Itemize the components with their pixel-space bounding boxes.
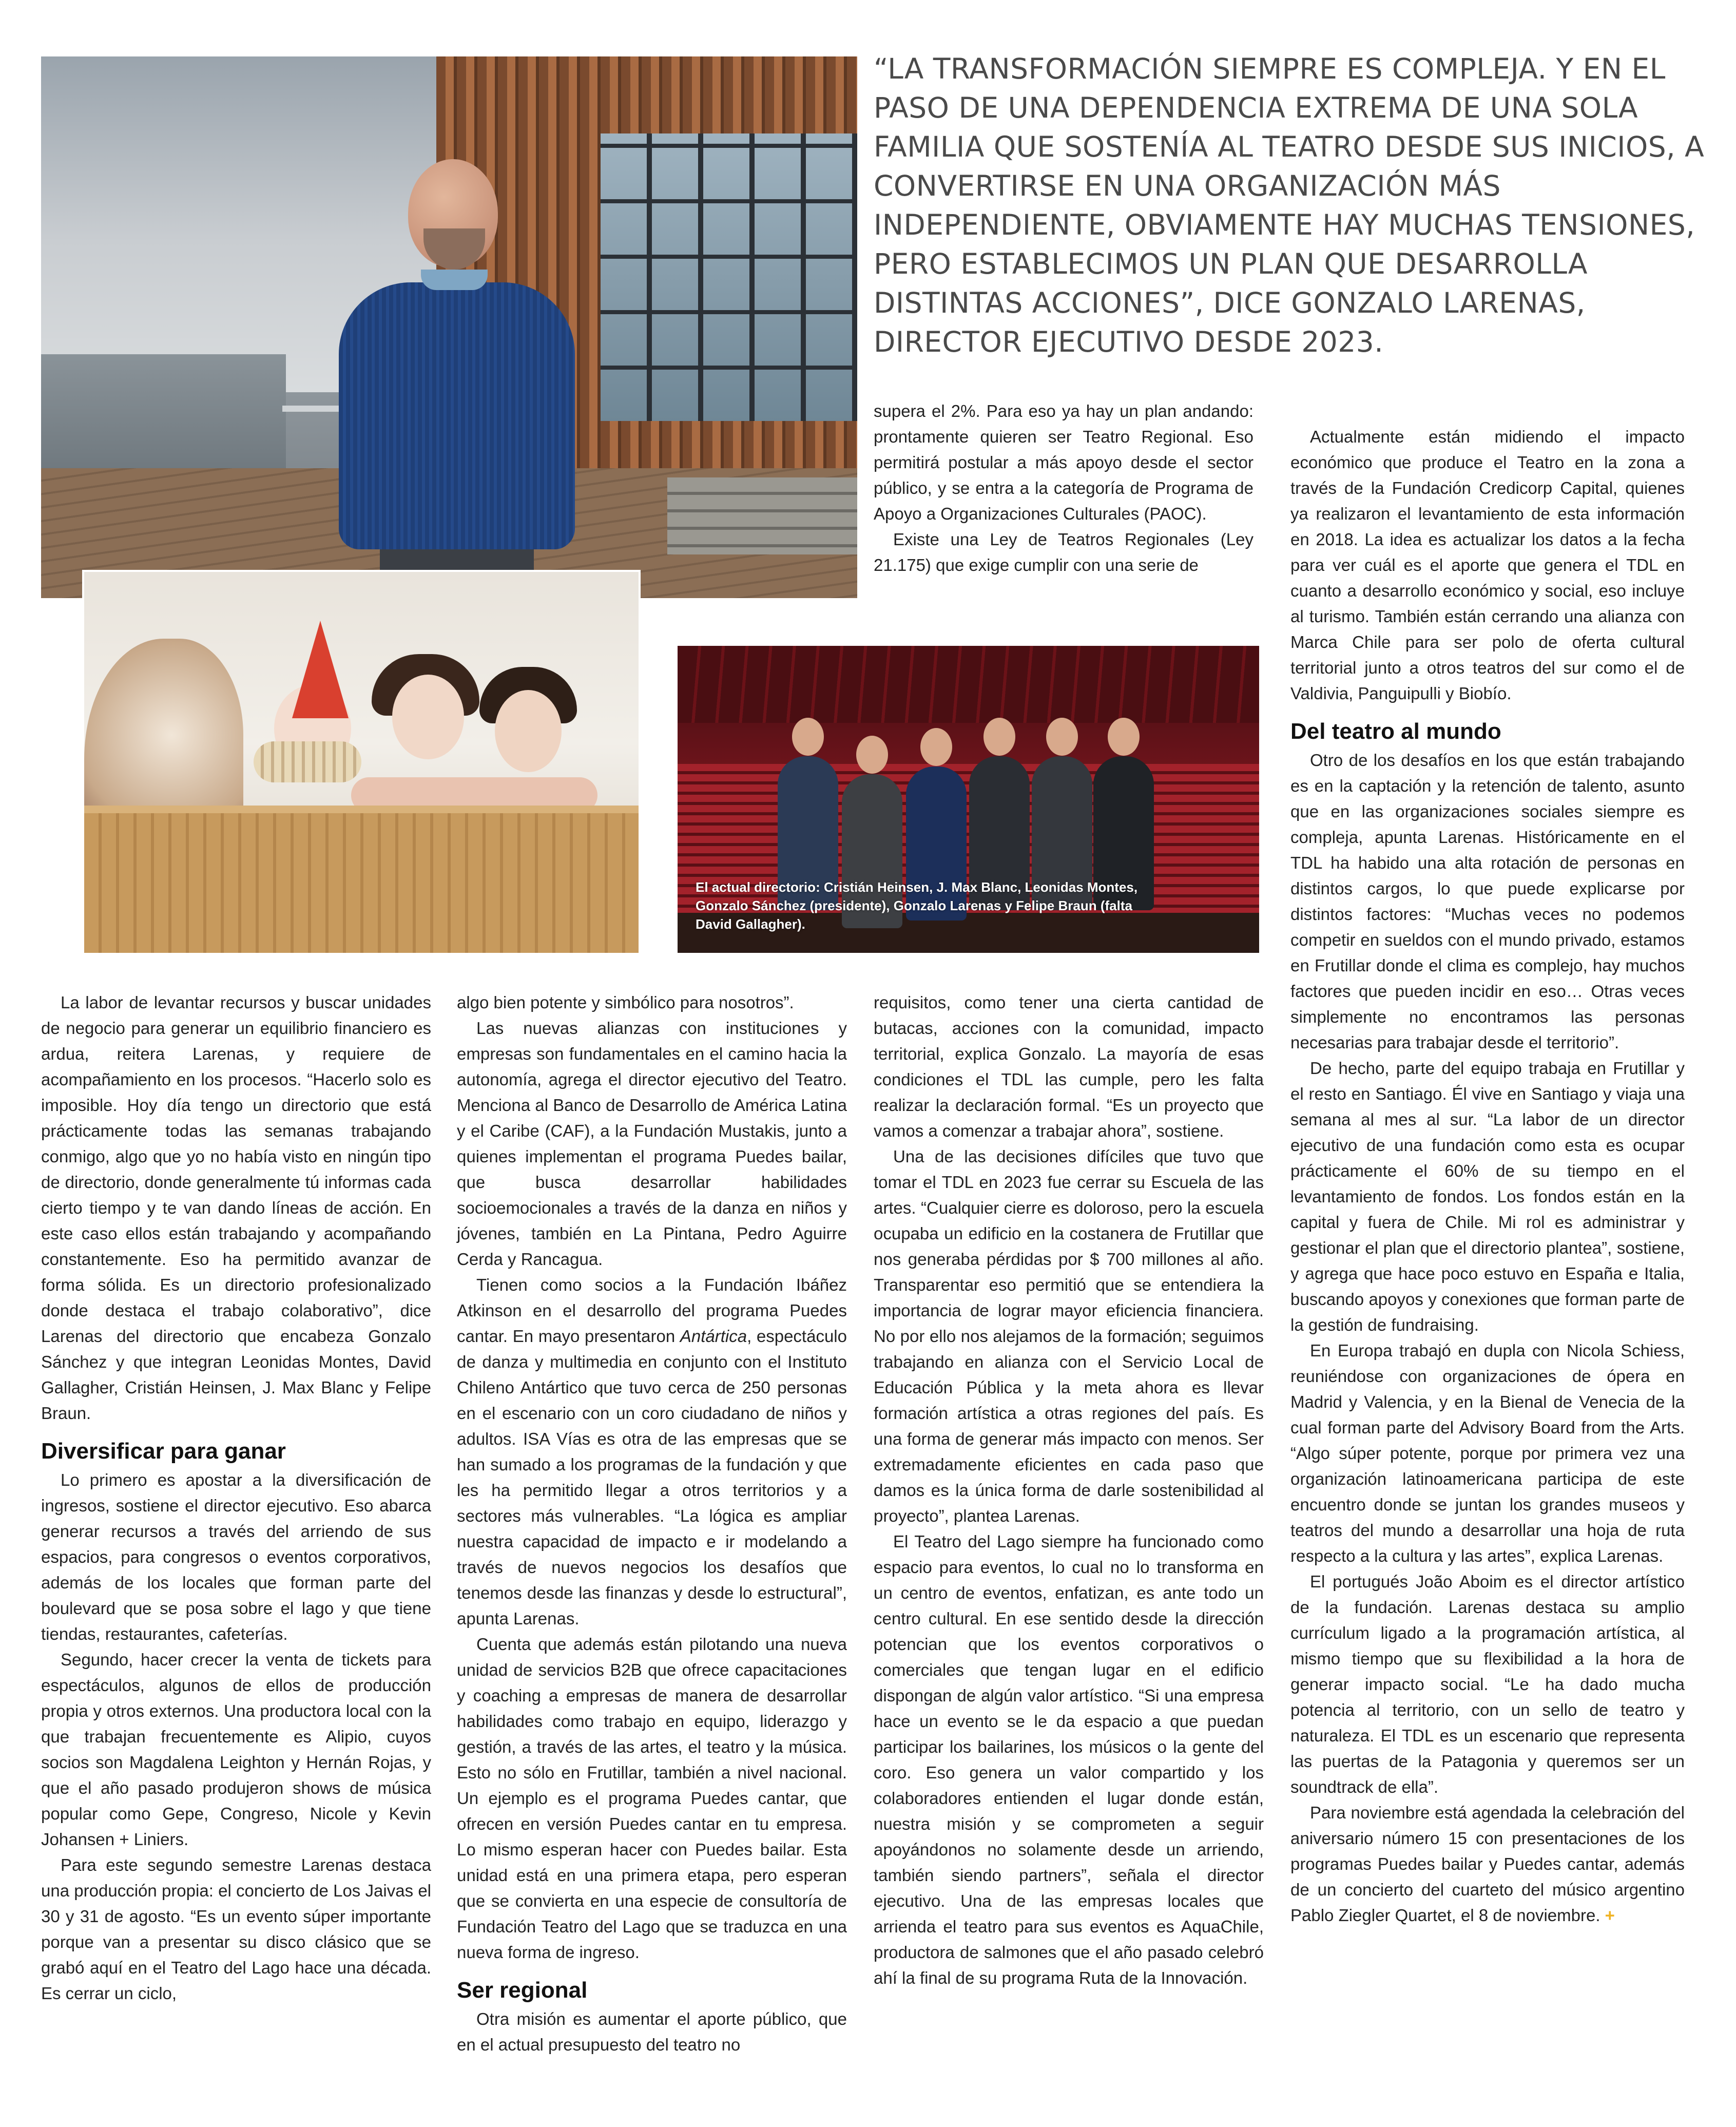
section-heading-diversificar: Diversificar para ganar bbox=[41, 1439, 286, 1464]
paragraph: El Teatro del Lago siempre ha funcionado como espacio para eventos, lo cual no lo transforma en un centro de eventos, enfatizan, es ante todo un centro cultural. En ese sentido desde la dirección potencian que los eventos corporativos o comerciales que tengan lugar en el edificio dispongan de algún valor artístico. “Si una empresa hace un evento se le da espacio a que puedan participar los bailarines, los músicos o la gente del coro. Eso genera un valor compartido y los colaboradores entienden el lugar donde están, nuestra misión y se comprometen a seguir apoyándonos no solamente desde un arriendo, también siendo partners”, señala el director ejecutivo. Una de las empresas locales que arrienda el teatro para sus eventos es AquaChile, productora de salmones que el año pasado celebró ahí la final de su programa Ruta de la Innovación. bbox=[874, 1532, 1264, 1987]
paragraph: supera el 2%. Para eso ya hay un plan andando: prontamente quieren ser Teatro Regional. Eso permitirá postular a más apoyo desde el sector público, y se entra a la categoría de Programa de Apoyo a Organizaciones Culturales (PAOC). bbox=[874, 401, 1253, 523]
pull-quote: “LA TRANSFORMACIÓN SIEMPRE ES COMPLEJA. Y EN EL PASO DE UNA DEPENDENCIA EXTREMA DE UNA SOLA FAMILIA QUE SOSTENÍA AL TEATRO DESDE SUS INICIOS, A CONVERTIRSE EN UNA ORGANIZACIÓN MÁS INDEPENDIENTE, OBVIAMENTE HAY MUCHAS TENSIONES, PERO ESTABLECIMOS UN PLAN QUE DESARROLLA DISTINTAS ACCIONES”, DICE GONZALO LARENAS, DIRECTOR EJECUTIVO DESDE 2023. bbox=[874, 52, 1705, 358]
column-1 bbox=[41, 990, 431, 2006]
paragraph: Actualmente están midiendo el impacto económico que produce el Teatro en la zona a través de la Fundación Credicorp Capital, quienes ya realizaron el levantamiento de esta información en 2018. La idea es actualizar los datos a la fecha para ver cuál es el aporte que genera el TDL en cuanto a desarrollo económico y social, eso incluye al turismo. También están cerrando una alianza con Marca Chile para ser polo de oferta cultural territorial junto a otros teatros del sur como el de Valdivia, Panguipulli y Biobío. bbox=[1290, 427, 1685, 703]
person-sweater bbox=[339, 282, 575, 549]
photo-board-member-head bbox=[792, 718, 824, 756]
photo-balcony-slats bbox=[84, 813, 639, 953]
paragraph: Lo primero es apostar a la diversificación de ingresos, sostiene el director ejecutivo. Eso abarca generar recursos a través del arriendo de sus espacios, para congresos o eventos corporativos, además de los locales que forman parte del boulevard que se posa sobre el lago y que tiene tiendas, restaurantes, cafeterías. bbox=[41, 1470, 431, 1643]
paragraph: Una de las decisiones difíciles que tuvo que tomar el TDL en 2023 fue cerrar su Escuela de las artes. “Cualquier cierre es doloroso, pero la escuela ocupaba un edificio en la costanera de Frutillar que nos generaba pérdidas por $ 700 millones al año. Transparentar eso permitió que se entendiera la importancia de lograr mayor eficiencia financiera. No por ello nos alejamos de la formación; seguimos trabajando en alianza con el Servicio Local de Educación Pública y la meta ahora es llevar formación artística a otras regiones del país. Es una forma de generar más impacto con menos. Ser extremadamente eficientes en cada paso que damos es la única forma de darle sostenibilidad al proyecto”, plantea Larenas. bbox=[874, 1147, 1264, 1525]
paragraph: Las nuevas alianzas con instituciones y empresas son fundamentales en el camino hacia la autonomía, agrega el director ejecutivo del Teatro. Menciona al Banco de Desarrollo de América Latina y el Caribe (CAF), a la Fundación Mustakis, junto a quienes implementan el programa Puedes bailar, que busca desarrollar habilidades socioemocionales a través de la danza en niños y jóvenes, también en La Pintana, Pedro Aguirre Cerda y Rancagua. bbox=[457, 1019, 847, 1269]
photo-board-member-head bbox=[983, 718, 1015, 756]
photo-dancer-face bbox=[392, 675, 464, 759]
photo-glass-facade bbox=[601, 133, 857, 421]
photo-stairs bbox=[667, 477, 857, 554]
photo-gonzalo-larenas bbox=[41, 56, 857, 598]
paragraph: Existe una Ley de Teatros Regionales (Ley 21.175) que exige cumplir con una serie de bbox=[874, 530, 1253, 574]
paragraph: En Europa trabajó en dupla con Nicola Schiess, reuniéndose con organizaciones de ópera en Madrid y Valencia, y en la Bienal de Venecia de la cual forman parte del Advisory Board from the Arts. “Algo súper potente, porque por primera vez una organización latinoamericana participa de este encuentro donde se juntan los grandes museos y teatros del mundo a desarrollar una hoja de ruta respecto a la cultura y las artes”, explica Larenas. bbox=[1290, 1341, 1685, 1565]
photo-hall-ceiling bbox=[678, 646, 1259, 723]
photo-ruff-collar bbox=[254, 741, 361, 782]
photo-board-member-head bbox=[1108, 718, 1140, 756]
photo-person bbox=[318, 98, 606, 598]
photo-board-member-head bbox=[856, 736, 888, 774]
paragraph: requisitos, como tener una cierta cantidad de butacas, acciones con la comunidad, impacto territorial, explica Gonzalo. La mayoría de esas condiciones el TDL las cumple, pero les falta realizar la declaración formal. “Es un proyecto que vamos a comenzar a trabajar ahora”, sostiene. bbox=[874, 993, 1264, 1140]
paragraph: Cuenta que además están pilotando una nueva unidad de servicios B2B que ofrece capacitaciones y coaching a empresas de manera de desarrollar habilidades como trabajo en equipo, liderazgo y gestión, a través de las artes, el teatro y la música. Esto no sólo en Frutillar, también a nivel nacional. Un ejemplo es el programa Puedes cantar, que ofrecen en versión Puedes cantar en tu empresa. Lo mismo esperan hacer con Puedes bailar. Esta unidad está en una primera etapa, pero esperan que se convierta en una especie de consultoría de Fundación Teatro del Lago que se traduzca en una nueva forma de ingreso. bbox=[457, 1635, 847, 1962]
photo-caption: El actual directorio: Cristián Heinsen, J. Max Blanc, Leonidas Montes, Gonzalo Sánchez (presidente), Gonzalo Larenas y Felipe Braun (falta David Gallagher). bbox=[696, 879, 1138, 932]
paragraph: Otro de los desafíos en los que están trabajando es en la captación y la retención de talento, asunto que en las organizaciones sociales siempre es compleja, apunta Larenas. Históricamente en el TDL ha habido una alta rotación de personas en distintos cargos, lo que puede explicarse por distintos factores: “Muchas veces no podemos competir en sueldos con el mundo privado, estamos en Frutillar donde el clima es complejo, hay muchos factores que pueden incidir en eso… Otras veces simplemente no encontramos las personas necesarias para trabajar desde el territorio”. bbox=[1290, 751, 1685, 1052]
paragraph: La labor de levantar recursos y buscar unidades de negocio para generar un equilibrio financiero es ardua, reitera Larenas, y requiere de acompañamiento en los procesos. “Hacerlo solo es imposible. Hoy día tengo un directorio que está prácticamente todas las semanas trabajando conmigo, algo que yo no había visto en ningún tipo de directorio, donde generalmente tú informas cada cierto tiempo y te van dando líneas de acción. En este caso ellos están trabajando y acompañando constantemente. Eso ha permitido avanzar de forma sólida. Es un directorio profesionalizado donde destaca el trabajo colaborativo”, dice Larenas del directorio que encabeza Gonzalo Sánchez y que integran Leonidas Montes, David Gallagher, Cristián Heinsen, J. Max Blanc y Felipe Braun. bbox=[41, 993, 431, 1423]
end-mark-icon: + bbox=[1605, 1906, 1615, 1925]
person-collar bbox=[421, 270, 488, 290]
column-4 bbox=[1290, 424, 1685, 1928]
paragraph: algo bien potente y simbólico para nosotros”. bbox=[457, 993, 794, 1012]
photo-dancers-balcony bbox=[82, 570, 641, 955]
column-2 bbox=[457, 990, 847, 2058]
photo-board-member-head bbox=[1046, 718, 1078, 756]
photo-lake bbox=[41, 354, 286, 473]
paragraph-text: , espectáculo de danza y multimedia en conjunto con el Instituto Chileno Antártico que tuvo cerca de 250 personas en el escenario con un coro ciudadano de niños y adultos. ISA Vías es otra de las empresas que se han sumado a los programas de la fundación y que les ha permitido llegar a otros territorios y a sectores más vulnerables. “La lógica es ampliar nuestra capacidad de impacto e ir modelando a través de nuevos negocios los desafíos que tenemos desde las finanzas y desde lo estructural”, apunta Larenas. bbox=[457, 1327, 847, 1628]
paragraph-text: Tienen como socios a la Fundación Ibáñez Atkinson en el desarrollo del programa Puedes cantar. En mayo presentaron bbox=[457, 1275, 847, 1346]
section-heading-mundo: Del teatro al mundo bbox=[1290, 719, 1501, 744]
paragraph: Segundo, hacer crecer la venta de tickets para espectáculos, algunos de ellos de producción propia y otros externos. Una productora local con la que trabajan frecuentemente es Alipio, cuyos socios son Magdalena Leighton y Hernán Rojas, y que el año pasado produjeron shows de música popular como Gepe, Congreso, Nicole y Kevin Johansen + Liniers. bbox=[41, 1650, 431, 1849]
paragraph: El portugués João Aboim es el director artístico de la fundación. Larenas destaca su amplio currículum ligado a la programación artística, al mismo tiempo que su flexibilidad a la hora de generar impacto social. “Le ha dado mucha potencia al territorio, con un sello de teatro y naturaleza. El TDL es un escenario que representa las puertas de la Patagonia y queremos ser un soundtrack de ella”. bbox=[1290, 1572, 1685, 1796]
photo-party-hat bbox=[292, 621, 349, 718]
paragraph: Otra misión es aumentar el aporte público, que en el actual presupuesto del teatro no bbox=[457, 2009, 847, 2054]
paragraph bbox=[1290, 1800, 1685, 1928]
paragraph bbox=[457, 1272, 847, 1632]
paragraph-text: Para noviembre está agendada la celebración del aniversario número 15 con presentaciones de los programas Puedes bailar y Puedes cantar, además de un concierto del cuarteto del músico argentino Pablo Ziegler Quartet, el 8 de noviembre. bbox=[1290, 1803, 1685, 1925]
person-beard bbox=[423, 228, 485, 270]
photo-dancer-face bbox=[495, 690, 562, 772]
column-3 bbox=[874, 990, 1264, 1991]
photo-board-member-head bbox=[920, 728, 952, 766]
paragraph: De hecho, parte del equipo trabaja en Frutillar y el resto en Santiago. Él vive en Santiago y viaja una semana al mes al sur. “La labor de un director ejecutivo de una fundación como esta es ocupar prácticamente el 60% de su tiempo en el levantamiento de fondos. Los fondos están en la capital y fuera de Chile. Mi rol es administrar y gestionar el plan que el directorio plantea”, sostiene, y agrega que hace poco estuvo en España e Italia, buscando apoyos y conexiones que forman parte de la gestión de fundraising. bbox=[1290, 1059, 1685, 1334]
paragraph: Para este segundo semestre Larenas destaca una producción propia: el concierto de Los Jaivas el 30 y 31 de agosto. “Es un evento súper importante porque van a presentar su disco clásico que se grabó aquí en el Teatro del Lago hace una década. Es cerrar un ciclo, bbox=[41, 1855, 431, 2003]
section-heading-regional: Ser regional bbox=[457, 1978, 588, 2003]
show-title-antartica: Antártica bbox=[680, 1327, 747, 1346]
column-3-top bbox=[874, 398, 1253, 578]
